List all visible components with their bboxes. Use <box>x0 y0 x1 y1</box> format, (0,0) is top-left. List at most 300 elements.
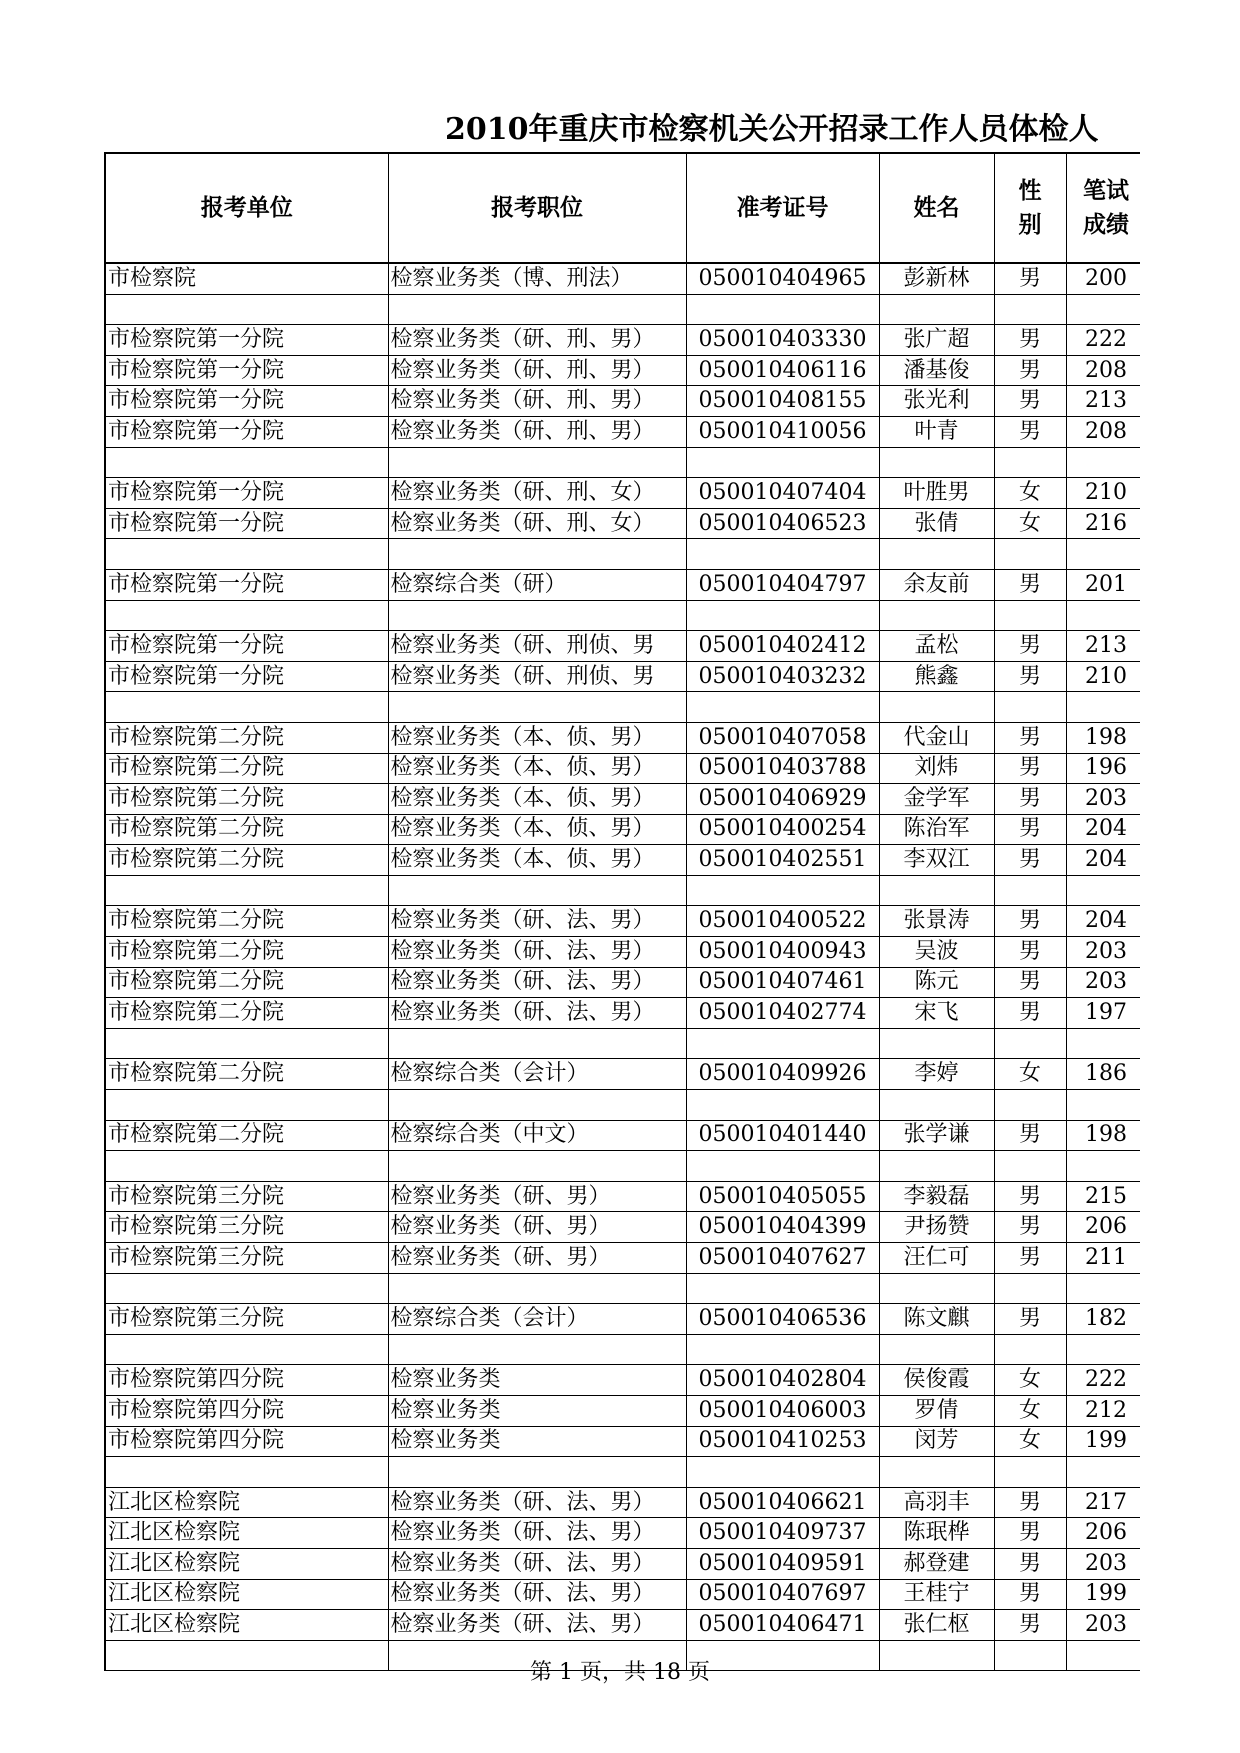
cell-score <box>1066 1273 1140 1304</box>
cell-name: 张学谦 <box>879 1120 994 1151</box>
table-row <box>105 1365 1140 1396</box>
cell-position: 检察业务类（研、男） <box>388 1181 686 1212</box>
cell-score: 182 <box>1066 1304 1140 1335</box>
cell-exam-no: 050010405055 <box>686 1181 879 1212</box>
cell-gender: 男 <box>994 967 1066 998</box>
cell-unit <box>105 692 388 723</box>
blank-row <box>105 1090 1140 1121</box>
cell-position <box>388 294 686 325</box>
cell-score: 200 <box>1066 263 1140 294</box>
cell-unit: 市检察院第三分院 <box>105 1304 388 1335</box>
cell-position: 检察业务类（研、刑侦、男 <box>388 631 686 662</box>
cell-exam-no: 050010404797 <box>686 569 879 600</box>
cell-position: 检察业务类（研、刑侦、男 <box>388 661 686 692</box>
cell-unit: 市检察院第二分院 <box>105 967 388 998</box>
cell-name <box>879 447 994 478</box>
cell-name <box>879 1151 994 1182</box>
cell-position <box>388 1028 686 1059</box>
cell-name: 闵芳 <box>879 1426 994 1457</box>
cell-unit: 市检察院第二分院 <box>105 906 388 937</box>
table-row <box>105 416 1140 447</box>
cell-name: 高羽丰 <box>879 1487 994 1518</box>
cell-gender: 男 <box>994 1243 1066 1274</box>
document-title: 2010年重庆市检察机关公开招录工作人员体检人 <box>445 112 1099 147</box>
cell-score: 198 <box>1066 1120 1140 1151</box>
cell-unit <box>105 1334 388 1365</box>
cell-exam-no <box>686 294 879 325</box>
cell-exam-no: 050010407404 <box>686 478 879 509</box>
cell-position <box>388 692 686 723</box>
table-row <box>105 661 1140 692</box>
cell-gender: 男 <box>994 784 1066 815</box>
cell-position: 检察业务类（研、法、男） <box>388 967 686 998</box>
cell-exam-no: 050010410253 <box>686 1426 879 1457</box>
cell-position: 检察业务类（研、男） <box>388 1212 686 1243</box>
cell-gender: 男 <box>994 386 1066 417</box>
cell-gender: 男 <box>994 355 1066 386</box>
cell-gender <box>994 1334 1066 1365</box>
cell-unit <box>105 1151 388 1182</box>
cell-position: 检察业务类（研、法、男） <box>388 998 686 1029</box>
cell-name: 陈文麒 <box>879 1304 994 1335</box>
cell-unit: 市检察院第一分院 <box>105 325 388 356</box>
cell-name: 余友前 <box>879 569 994 600</box>
cell-position: 检察业务类（研、男） <box>388 1243 686 1274</box>
cell-position: 检察业务类 <box>388 1395 686 1426</box>
cell-position <box>388 539 686 570</box>
cell-position: 检察业务类（本、侦、男） <box>388 845 686 876</box>
blank-row <box>105 1273 1140 1304</box>
cell-name <box>879 692 994 723</box>
table-row <box>105 263 1140 294</box>
cell-position <box>388 1334 686 1365</box>
cell-unit: 市检察院第四分院 <box>105 1426 388 1457</box>
table-row <box>105 722 1140 753</box>
cell-score <box>1066 692 1140 723</box>
cell-exam-no: 050010409591 <box>686 1548 879 1579</box>
table-row <box>105 1059 1140 1090</box>
cell-name: 张广超 <box>879 325 994 356</box>
cell-name <box>879 875 994 906</box>
table-row <box>105 569 1140 600</box>
cell-unit: 市检察院第一分院 <box>105 478 388 509</box>
table-row <box>105 631 1140 662</box>
blank-row <box>105 692 1140 723</box>
cell-name: 侯俊霞 <box>879 1365 994 1396</box>
cell-name: 汪仁可 <box>879 1243 994 1274</box>
cell-unit: 市检察院第一分院 <box>105 416 388 447</box>
table-row <box>105 1548 1140 1579</box>
header-score-text: 笔试 成绩 <box>1083 178 1129 238</box>
cell-gender <box>994 539 1066 570</box>
cell-position: 检察业务类 <box>388 1365 686 1396</box>
cell-name <box>879 1090 994 1121</box>
table-row <box>105 1395 1140 1426</box>
cell-exam-no <box>686 539 879 570</box>
cell-name: 李婷 <box>879 1059 994 1090</box>
cell-position: 检察业务类（研、法、男） <box>388 1579 686 1610</box>
cell-score: 222 <box>1066 1365 1140 1396</box>
cell-name: 张景涛 <box>879 906 994 937</box>
cell-exam-no: 050010401440 <box>686 1120 879 1151</box>
cell-score: 213 <box>1066 631 1140 662</box>
cell-name: 李毅磊 <box>879 1181 994 1212</box>
cell-position: 检察业务类（本、侦、男） <box>388 722 686 753</box>
cell-score: 201 <box>1066 569 1140 600</box>
cell-exam-no: 050010406471 <box>686 1610 879 1641</box>
cell-name: 刘炜 <box>879 753 994 784</box>
cell-score <box>1066 600 1140 631</box>
table-row <box>105 508 1140 539</box>
cell-exam-no: 050010403330 <box>686 325 879 356</box>
table-row <box>105 784 1140 815</box>
table-row <box>105 845 1140 876</box>
cell-exam-no: 050010406523 <box>686 508 879 539</box>
cell-exam-no: 050010409926 <box>686 1059 879 1090</box>
cell-exam-no: 050010410056 <box>686 416 879 447</box>
cell-score: 206 <box>1066 1212 1140 1243</box>
cell-position <box>388 1273 686 1304</box>
cell-gender: 男 <box>994 722 1066 753</box>
cell-name: 郝登建 <box>879 1548 994 1579</box>
cell-unit: 江北区检察院 <box>105 1518 388 1549</box>
table-header-row <box>105 153 1140 263</box>
cell-unit: 市检察院第二分院 <box>105 845 388 876</box>
cell-gender: 男 <box>994 569 1066 600</box>
cell-unit <box>105 294 388 325</box>
cell-exam-no: 050010407461 <box>686 967 879 998</box>
cell-unit: 市检察院第一分院 <box>105 661 388 692</box>
cell-unit <box>105 875 388 906</box>
cell-gender: 男 <box>994 631 1066 662</box>
cell-unit: 市检察院第二分院 <box>105 814 388 845</box>
cell-score: 213 <box>1066 386 1140 417</box>
cell-position: 检察业务类（研、刑、女） <box>388 478 686 509</box>
cell-gender: 男 <box>994 325 1066 356</box>
cell-gender <box>994 1090 1066 1121</box>
cell-gender: 男 <box>994 263 1066 294</box>
blank-row <box>105 1151 1140 1182</box>
cell-name <box>879 294 994 325</box>
cell-gender: 女 <box>994 1059 1066 1090</box>
cell-position: 检察业务类（研、刑、女） <box>388 508 686 539</box>
cell-score <box>1066 539 1140 570</box>
table-row <box>105 386 1140 417</box>
table-row <box>105 1518 1140 1549</box>
cell-name: 熊鑫 <box>879 661 994 692</box>
cell-position: 检察业务类（本、侦、男） <box>388 784 686 815</box>
cell-score: 210 <box>1066 478 1140 509</box>
table-row <box>105 1487 1140 1518</box>
table-body <box>105 263 1140 1671</box>
cell-score: 203 <box>1066 1548 1140 1579</box>
cell-unit <box>105 447 388 478</box>
cell-gender <box>994 1151 1066 1182</box>
cell-exam-no: 050010402551 <box>686 845 879 876</box>
blank-row <box>105 294 1140 325</box>
cell-gender: 女 <box>994 1426 1066 1457</box>
cell-gender: 女 <box>994 478 1066 509</box>
cell-exam-no: 050010406116 <box>686 355 879 386</box>
cell-unit: 市检察院第三分院 <box>105 1243 388 1274</box>
cell-score: 208 <box>1066 355 1140 386</box>
cell-gender: 男 <box>994 661 1066 692</box>
cell-position: 检察业务类（研、法、男） <box>388 1518 686 1549</box>
table-row <box>105 325 1140 356</box>
cell-score <box>1066 294 1140 325</box>
cell-score: 216 <box>1066 508 1140 539</box>
table-row <box>105 1426 1140 1457</box>
cell-unit: 市检察院第二分院 <box>105 937 388 968</box>
page-footer: 第 1 页，共 18 页 <box>530 1660 710 1685</box>
cell-exam-no <box>686 600 879 631</box>
cell-unit: 市检察院第二分院 <box>105 998 388 1029</box>
cell-exam-no: 050010406929 <box>686 784 879 815</box>
cell-gender: 女 <box>994 1365 1066 1396</box>
cell-unit: 市检察院第一分院 <box>105 386 388 417</box>
cell-position: 检察业务类（研、法、男） <box>388 1548 686 1579</box>
cell-position: 检察业务类（本、侦、男） <box>388 753 686 784</box>
cell-score: 199 <box>1066 1426 1140 1457</box>
table-row <box>105 1181 1140 1212</box>
cell-position: 检察业务类 <box>388 1426 686 1457</box>
cell-gender: 男 <box>994 1518 1066 1549</box>
header-exam-no: 准考证号 <box>686 153 879 263</box>
cell-gender: 男 <box>994 1487 1066 1518</box>
cell-unit: 市检察院第二分院 <box>105 1120 388 1151</box>
cell-position: 检察业务类（研、刑、男） <box>388 355 686 386</box>
cell-name: 彭新林 <box>879 263 994 294</box>
cell-unit: 市检察院第四分院 <box>105 1395 388 1426</box>
cell-score: 203 <box>1066 784 1140 815</box>
cell-name: 李双江 <box>879 845 994 876</box>
cell-gender <box>994 692 1066 723</box>
cell-score: 197 <box>1066 998 1140 1029</box>
cell-name: 陈元 <box>879 967 994 998</box>
cell-unit: 市检察院第二分院 <box>105 722 388 753</box>
cell-name: 叶青 <box>879 416 994 447</box>
cell-gender <box>994 1457 1066 1488</box>
cell-exam-no: 050010406003 <box>686 1395 879 1426</box>
cell-exam-no: 050010407627 <box>686 1243 879 1274</box>
table-row <box>105 1579 1140 1610</box>
cell-unit <box>105 1273 388 1304</box>
cell-position: 检察业务类（研、刑、男） <box>388 386 686 417</box>
cell-exam-no <box>686 447 879 478</box>
table-row <box>105 906 1140 937</box>
cell-score: 186 <box>1066 1059 1140 1090</box>
cell-score: 215 <box>1066 1181 1140 1212</box>
cell-score: 208 <box>1066 416 1140 447</box>
cell-gender: 男 <box>994 1548 1066 1579</box>
cell-name: 吴波 <box>879 937 994 968</box>
cell-exam-no: 050010407697 <box>686 1579 879 1610</box>
cell-name: 张仁枢 <box>879 1610 994 1641</box>
cell-position: 检察综合类（研） <box>388 569 686 600</box>
cell-name: 陈治军 <box>879 814 994 845</box>
cell-unit: 市检察院第二分院 <box>105 753 388 784</box>
cell-score: 204 <box>1066 845 1140 876</box>
table-row <box>105 998 1140 1029</box>
cell-gender <box>994 875 1066 906</box>
cell-score: 211 <box>1066 1243 1140 1274</box>
cell-unit: 江北区检察院 <box>105 1548 388 1579</box>
cell-unit: 江北区检察院 <box>105 1579 388 1610</box>
cell-score <box>1066 1151 1140 1182</box>
header-gender-text: 性 别 <box>1018 178 1042 238</box>
blank-row <box>105 600 1140 631</box>
cell-position <box>388 875 686 906</box>
blank-row <box>105 1028 1140 1059</box>
cell-unit: 市检察院第二分院 <box>105 784 388 815</box>
cell-exam-no <box>686 1273 879 1304</box>
cell-position: 检察综合类（中文） <box>388 1120 686 1151</box>
cell-exam-no: 050010402412 <box>686 631 879 662</box>
cell-name: 尹扬赞 <box>879 1212 994 1243</box>
table-row <box>105 1212 1140 1243</box>
cell-gender: 男 <box>994 1610 1066 1641</box>
cell-gender <box>994 447 1066 478</box>
table-row <box>105 1120 1140 1151</box>
cell-exam-no: 050010404965 <box>686 263 879 294</box>
header-unit: 报考单位 <box>105 153 388 263</box>
header-gender <box>994 153 1066 263</box>
cell-exam-no <box>686 1334 879 1365</box>
cell-exam-no: 050010407058 <box>686 722 879 753</box>
cell-name: 叶胜男 <box>879 478 994 509</box>
table-row <box>105 814 1140 845</box>
blank-row <box>105 539 1140 570</box>
table-row <box>105 937 1140 968</box>
cell-unit: 市检察院第一分院 <box>105 508 388 539</box>
cell-score: 206 <box>1066 1518 1140 1549</box>
header-position: 报考职位 <box>388 153 686 263</box>
cell-unit <box>105 1457 388 1488</box>
cell-gender <box>994 1273 1066 1304</box>
cell-exam-no: 050010406536 <box>686 1304 879 1335</box>
cell-gender <box>994 600 1066 631</box>
cell-position: 检察业务类（研、法、男） <box>388 906 686 937</box>
cell-exam-no <box>686 1028 879 1059</box>
cell-gender: 女 <box>994 1395 1066 1426</box>
cell-unit: 市检察院第三分院 <box>105 1181 388 1212</box>
cell-name <box>879 600 994 631</box>
cell-score <box>1066 875 1140 906</box>
cell-position: 检察业务类（研、法、男） <box>388 937 686 968</box>
cell-gender: 男 <box>994 1212 1066 1243</box>
cell-exam-no: 050010400522 <box>686 906 879 937</box>
cell-exam-no: 050010406621 <box>686 1487 879 1518</box>
cell-position <box>388 600 686 631</box>
cell-score: 203 <box>1066 937 1140 968</box>
cell-exam-no: 050010400254 <box>686 814 879 845</box>
cell-exam-no <box>686 875 879 906</box>
cell-exam-no: 050010403232 <box>686 661 879 692</box>
cell-exam-no <box>686 1090 879 1121</box>
blank-row <box>105 447 1140 478</box>
cell-position: 检察综合类（会计） <box>388 1304 686 1335</box>
cell-exam-no: 050010408155 <box>686 386 879 417</box>
table-row <box>105 753 1140 784</box>
cell-position <box>388 1457 686 1488</box>
cell-exam-no: 050010404399 <box>686 1212 879 1243</box>
header-score <box>1066 153 1140 263</box>
cell-name <box>879 539 994 570</box>
table-row <box>105 355 1140 386</box>
cell-score <box>1066 1457 1140 1488</box>
cell-score <box>1066 1090 1140 1121</box>
cell-gender: 女 <box>994 508 1066 539</box>
cell-position: 检察综合类（会计） <box>388 1059 686 1090</box>
candidate-table <box>104 152 1140 1671</box>
table-row <box>105 1243 1140 1274</box>
cell-exam-no: 050010400943 <box>686 937 879 968</box>
cell-name <box>879 1334 994 1365</box>
cell-score: 204 <box>1066 814 1140 845</box>
cell-name: 张倩 <box>879 508 994 539</box>
cell-name <box>879 1028 994 1059</box>
cell-name: 王桂宁 <box>879 1579 994 1610</box>
header-name: 姓名 <box>879 153 994 263</box>
cell-unit <box>105 1090 388 1121</box>
cell-unit: 市检察院第一分院 <box>105 631 388 662</box>
cell-exam-no: 050010402774 <box>686 998 879 1029</box>
cell-name: 陈珉桦 <box>879 1518 994 1549</box>
cell-score: 198 <box>1066 722 1140 753</box>
cell-score: 203 <box>1066 1610 1140 1641</box>
cell-score: 196 <box>1066 753 1140 784</box>
cell-unit: 江北区检察院 <box>105 1610 388 1641</box>
cell-gender: 男 <box>994 1579 1066 1610</box>
cell-name <box>879 1273 994 1304</box>
cell-score <box>1066 1334 1140 1365</box>
cell-unit <box>105 600 388 631</box>
cell-unit <box>105 1028 388 1059</box>
cell-unit: 市检察院第二分院 <box>105 1059 388 1090</box>
cell-score <box>1066 447 1140 478</box>
cell-name: 罗倩 <box>879 1395 994 1426</box>
table-row <box>105 1304 1140 1335</box>
cell-gender: 男 <box>994 416 1066 447</box>
table-row <box>105 478 1140 509</box>
cell-exam-no: 050010402804 <box>686 1365 879 1396</box>
cell-position <box>388 447 686 478</box>
cell-position <box>388 1090 686 1121</box>
blank-row <box>105 1457 1140 1488</box>
cell-position: 检察业务类（本、侦、男） <box>388 814 686 845</box>
cell-name: 金学军 <box>879 784 994 815</box>
cell-unit: 市检察院 <box>105 263 388 294</box>
cell-gender: 男 <box>994 1181 1066 1212</box>
cell-gender: 男 <box>994 937 1066 968</box>
cell-exam-no: 050010409737 <box>686 1518 879 1549</box>
cell-gender: 男 <box>994 906 1066 937</box>
cell-position: 检察业务类（研、法、男） <box>388 1610 686 1641</box>
table-row <box>105 967 1140 998</box>
cell-score: 199 <box>1066 1579 1140 1610</box>
table-row <box>105 1610 1140 1641</box>
cell-name: 代金山 <box>879 722 994 753</box>
cell-exam-no <box>686 1457 879 1488</box>
cell-unit: 市检察院第一分院 <box>105 569 388 600</box>
cell-name <box>879 1457 994 1488</box>
cell-position: 检察业务类（研、刑、男） <box>388 325 686 356</box>
cell-score: 217 <box>1066 1487 1140 1518</box>
cell-gender: 男 <box>994 753 1066 784</box>
cell-unit: 江北区检察院 <box>105 1487 388 1518</box>
cell-position: 检察业务类（研、刑、男） <box>388 416 686 447</box>
cell-unit: 市检察院第一分院 <box>105 355 388 386</box>
